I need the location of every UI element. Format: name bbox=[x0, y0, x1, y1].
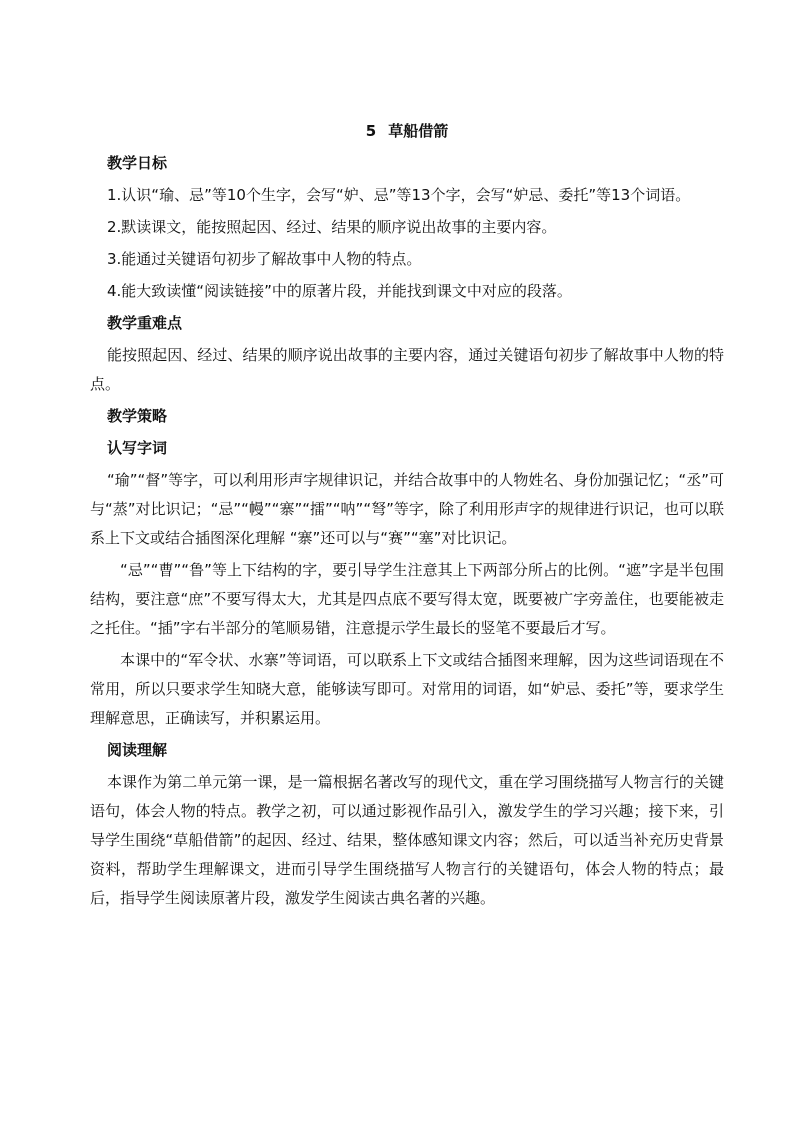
reading-paragraph: 本课作为第二单元第一课，是一篇根据名著改写的现代文，重在学习围绕描写人物言行的关键语句，体会人物的特点。教学之初，可以通过影视作品引入，激发学生的学习兴趣；接下来，引导学生围绕“草船借箭”的起因、经过、结果，整体感知课文内容；然后，可以适当补充历史背景资料，帮助学生理解课文，进而引导学生围绕描写人物言行的关键语句，体会人物的特点；最后，指导学生阅读原著片段，激发学生阅读古典名著的兴趣。 bbox=[90, 773, 724, 907]
words-paragraph-3: 本课中的“军令状、水寨”等词语，可以联系上下文或结合插图来理解，因为这些词语现在不常用，所以只要求学生知晓大意，能够读写即可。对常用的词语，如“妒忌、委托”等，要求学生理解意思，正确读写，并积累运用。 bbox=[90, 651, 724, 727]
lesson-title-text: 草船借箭 bbox=[388, 122, 449, 140]
key-points-text: 能按照起因、经过、结果的顺序说出故事的主要内容，通过关键语句初步了解故事中人物的特点。 bbox=[90, 346, 724, 393]
key-points-heading: 教学重难点 bbox=[107, 314, 183, 332]
reading-heading: 阅读理解 bbox=[107, 741, 168, 759]
words-heading: 认写字词 bbox=[107, 439, 168, 457]
goal-item-4: 4.能大致读懂“阅读链接”中的原著片段，并能找到课文中对应的段落。 bbox=[107, 282, 572, 300]
strategy-heading: 教学策略 bbox=[107, 407, 168, 425]
lesson-title bbox=[90, 117, 724, 146]
lesson-number: 5 bbox=[365, 122, 377, 140]
words-paragraph-2: “忌”“曹”“鲁”等上下结构的字，要引导学生注意其上下两部分所占的比例。“遮”字是半包围结构，要注意“庶”不要写得太大，尤其是四点底不要写得太宽，既要被广字旁盖住，也要能被走之托住。“插”字右半部分的笔顺易错，注意提示学生最长的竖笔不要最后才写。 bbox=[90, 561, 724, 637]
words-paragraph-1: “瑜”“督”等字，可以利用形声字规律识记，并结合故事中的人物姓名、身份加强记忆；“丞”可与“蒸”对比识记；“忌”“幔”“寨”“擂”“呐”“弩”等字，除了利用形声字的规律进行识记，也可以联系上下文或结合插图深化理解 “寨”还可以与“赛”“塞”对比识记。 bbox=[90, 471, 724, 547]
goal-item-3: 3.能通过关键语句初步了解故事中人物的特点。 bbox=[107, 250, 422, 268]
goal-item-1: 1.认识“瑜、忌”等10个生字，会写“妒、忌”等13个字，会写“妒忌、委托”等13个词语。 bbox=[107, 186, 691, 204]
goals-heading: 教学日标 bbox=[107, 154, 168, 172]
goal-item-2: 2.默读课文，能按照起因、经过、结果的顺序说出故事的主要内容。 bbox=[107, 218, 557, 236]
